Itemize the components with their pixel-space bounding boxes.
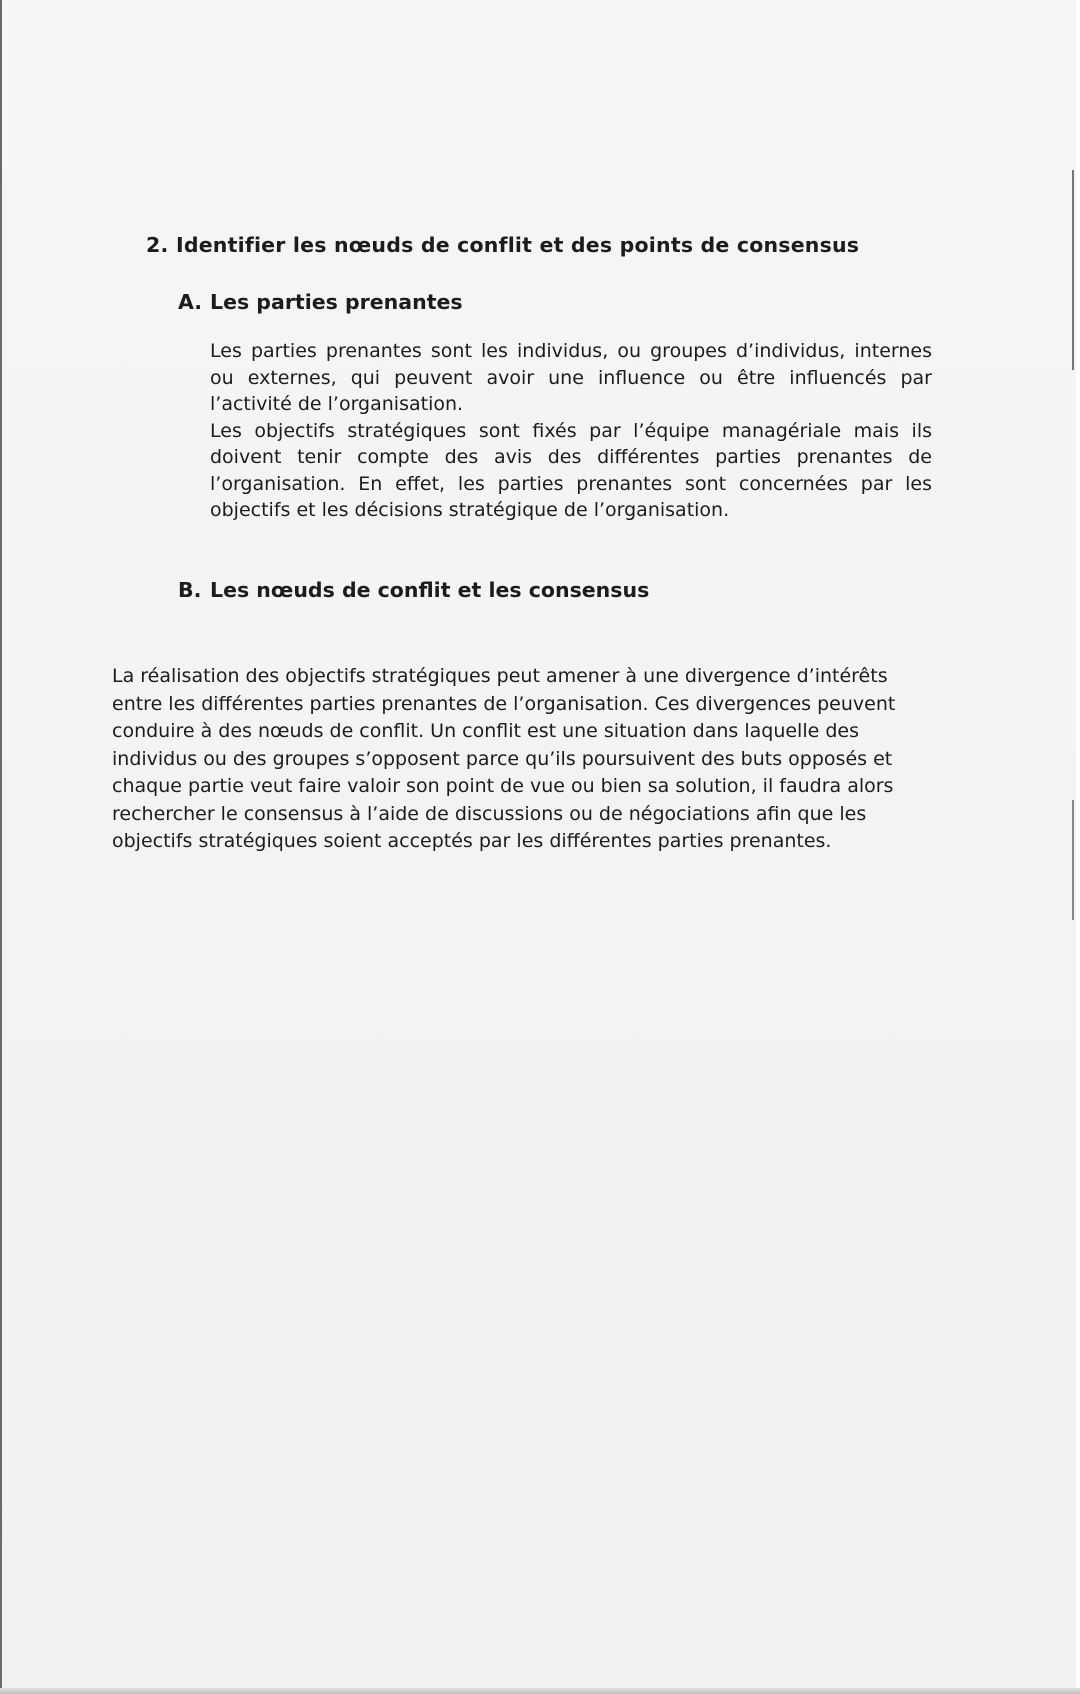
page-right-edge <box>1076 0 1080 1694</box>
section-heading <box>146 233 859 257</box>
subsection-a-heading <box>178 290 463 314</box>
subsection-a-paragraph-1: Les parties prenantes sont les individus, ou groupes d’individus, internes ou externes, qui peuvent avoir une influence ou être influencés par l’activité de l’organisation. <box>210 340 932 415</box>
scan-mark <box>1072 170 1074 370</box>
section-title: Identifier les nœuds de conflit et des points de consensus <box>176 233 860 257</box>
subsection-a-title: Les parties prenantes <box>210 290 463 314</box>
subsection-a-paragraph-2: Les objectifs stratégiques sont fixés par l’équipe managériale mais ils doivent tenir compte des avis des différentes parties prenantes de l’organisation. En effet, les parties prenantes sont concernées par les objectifs et les décisions stratégique de l’organisation. <box>210 419 932 521</box>
subsection-b-paragraph: La réalisation des objectifs stratégiques peut amener à une divergence d’intérêts entre les différentes parties prenantes de l’organisation. Ces divergences peuvent conduire à des nœuds de conflit. Un conflit est une situation dans laquelle des individus ou des groupes s’opposent parce qu’ils poursuivent des buts opposés et chaque partie veut faire valoir son point de vue ou bien sa solution, il faudra alors rechercher le consensus à l’aide de discussions ou de négociations afin que les objectifs stratégiques soient acceptés par les différentes parties prenantes. <box>112 665 896 852</box>
page-bottom-edge <box>0 1688 1080 1694</box>
subsection-b-title: Les nœuds de conflit et les consensus <box>210 578 650 602</box>
page-left-edge <box>0 0 2 1694</box>
section-number: 2. <box>146 233 169 257</box>
scan-mark <box>1072 800 1074 920</box>
subsection-a-letter: A. <box>178 290 203 314</box>
subsection-b-letter: B. <box>178 578 202 602</box>
subsection-b-heading <box>178 578 649 602</box>
subsection-a-body <box>210 338 932 524</box>
